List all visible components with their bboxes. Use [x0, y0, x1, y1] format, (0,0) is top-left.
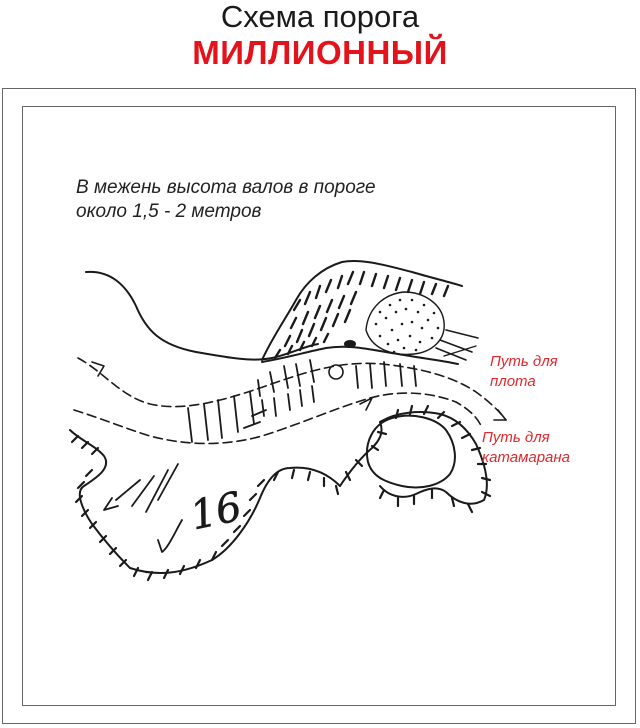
catamaran-route-label-line-2: катамарана: [482, 449, 571, 466]
rapid-name: МИЛЛИОННЫЙ: [192, 34, 448, 71]
raft-route-label-line-2: плота: [490, 373, 536, 390]
scree-dots: [375, 299, 440, 354]
catamaran-route-label-line-1: Путь для: [482, 429, 550, 446]
cliff-hatching: [275, 272, 448, 358]
catamaran-path: [74, 393, 482, 443]
lower-bank-outline: [70, 412, 487, 573]
note-line-2: около 1,5 - 2 метров: [76, 201, 262, 222]
upper-left-bank: [86, 272, 318, 360]
raft-route-label-line-1: Путь для: [490, 353, 558, 370]
raft-path: [78, 358, 506, 420]
page-title: Схема порога: [220, 0, 420, 34]
black-rock: [344, 340, 356, 348]
island-outline: [367, 416, 455, 488]
note-line-1: В межень высота валов в пороге: [76, 177, 376, 198]
scree-pile: [366, 292, 444, 354]
bank-hatching: [72, 406, 490, 580]
eddy-label: 16: [186, 483, 246, 540]
catamaran-route-label: [482, 428, 570, 468]
eddy-current-marks: [104, 464, 182, 552]
raft-route-label: [490, 352, 558, 392]
